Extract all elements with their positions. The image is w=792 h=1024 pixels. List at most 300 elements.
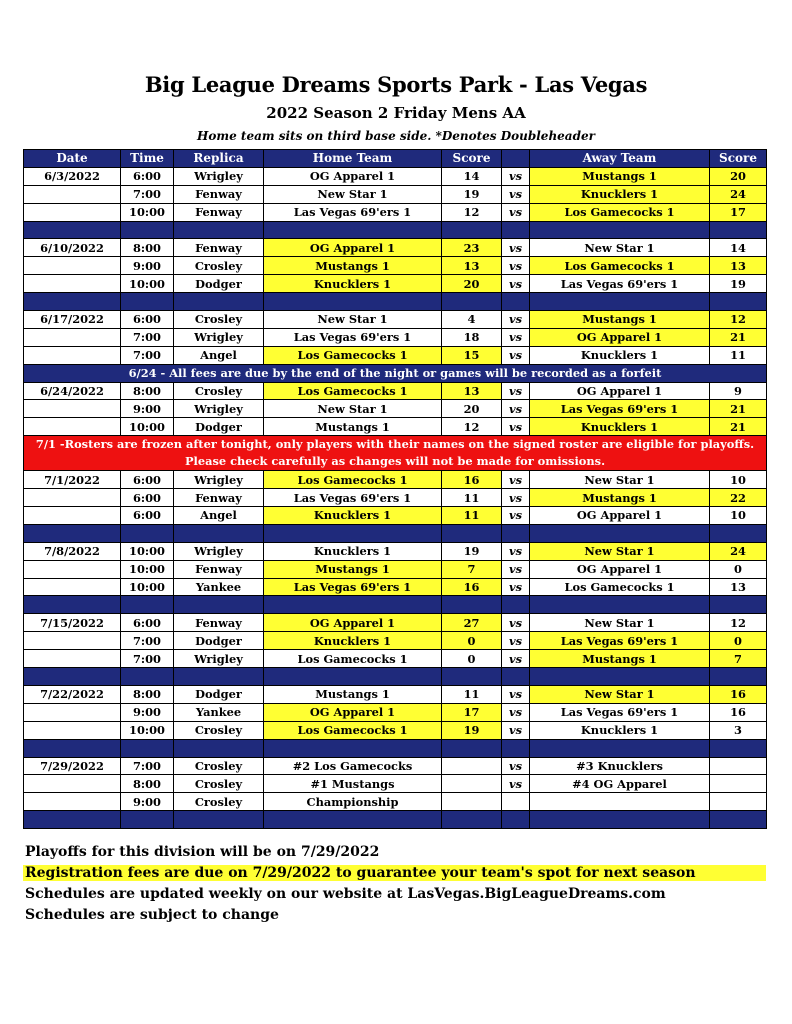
schedule-body bbox=[24, 167, 767, 828]
game-row bbox=[24, 632, 767, 650]
week-separator bbox=[24, 739, 767, 757]
col-away-team: Away Team bbox=[530, 150, 710, 168]
vs-label: vs bbox=[502, 632, 530, 650]
header-row bbox=[24, 150, 767, 168]
away-team: OG Apparel 1 bbox=[530, 507, 710, 525]
home-score bbox=[442, 793, 502, 811]
away-team: Los Gamecocks 1 bbox=[530, 257, 710, 275]
game-time: 10:00 bbox=[121, 275, 174, 293]
away-score: 16 bbox=[710, 703, 767, 721]
separator-cell bbox=[24, 524, 121, 542]
schedule-table bbox=[23, 149, 767, 829]
home-team: Knucklers 1 bbox=[264, 542, 442, 560]
week-separator bbox=[24, 596, 767, 614]
game-date: 7/8/2022 bbox=[24, 542, 121, 560]
separator-cell bbox=[121, 293, 174, 311]
game-time: 7:00 bbox=[121, 650, 174, 668]
game-row bbox=[24, 311, 767, 329]
separator-cell bbox=[264, 524, 442, 542]
game-replica: Fenway bbox=[174, 489, 264, 507]
away-score: 21 bbox=[710, 328, 767, 346]
game-time: 6:00 bbox=[121, 167, 174, 185]
game-replica: Dodger bbox=[174, 275, 264, 293]
home-score: 18 bbox=[442, 328, 502, 346]
game-row bbox=[24, 239, 767, 257]
away-score: 0 bbox=[710, 632, 767, 650]
separator-cell bbox=[121, 221, 174, 239]
separator-cell bbox=[530, 221, 710, 239]
game-date bbox=[24, 275, 121, 293]
vs-label: vs bbox=[502, 685, 530, 703]
vs-label: vs bbox=[502, 167, 530, 185]
separator-cell bbox=[264, 221, 442, 239]
game-time: 9:00 bbox=[121, 703, 174, 721]
vs-label: vs bbox=[502, 775, 530, 793]
game-date: 6/3/2022 bbox=[24, 167, 121, 185]
game-row bbox=[24, 560, 767, 578]
home-score: 7 bbox=[442, 560, 502, 578]
vs-label: vs bbox=[502, 614, 530, 632]
game-replica: Wrigley bbox=[174, 328, 264, 346]
home-team: Knucklers 1 bbox=[264, 275, 442, 293]
separator-cell bbox=[710, 221, 767, 239]
week-separator bbox=[24, 221, 767, 239]
game-replica: Angel bbox=[174, 346, 264, 364]
away-score: 3 bbox=[710, 721, 767, 739]
vs-label: vs bbox=[502, 346, 530, 364]
col-home-score: Score bbox=[442, 150, 502, 168]
separator-cell bbox=[710, 524, 767, 542]
game-row bbox=[24, 721, 767, 739]
separator-cell bbox=[264, 596, 442, 614]
separator-cell bbox=[442, 668, 502, 686]
away-team: Knucklers 1 bbox=[530, 418, 710, 436]
game-date: 6/24/2022 bbox=[24, 382, 121, 400]
away-team: Knucklers 1 bbox=[530, 346, 710, 364]
separator-cell bbox=[502, 811, 530, 829]
col-vs bbox=[502, 150, 530, 168]
home-team: Los Gamecocks 1 bbox=[264, 721, 442, 739]
game-replica: Fenway bbox=[174, 185, 264, 203]
separator-cell bbox=[264, 293, 442, 311]
vs-label bbox=[502, 793, 530, 811]
home-score: 11 bbox=[442, 507, 502, 525]
game-row bbox=[24, 167, 767, 185]
home-team: OG Apparel 1 bbox=[264, 614, 442, 632]
home-team: New Star 1 bbox=[264, 400, 442, 418]
game-replica: Crosley bbox=[174, 775, 264, 793]
away-team: Knucklers 1 bbox=[530, 185, 710, 203]
game-date: 7/29/2022 bbox=[24, 757, 121, 775]
game-replica: Crosley bbox=[174, 311, 264, 329]
home-team: Mustangs 1 bbox=[264, 418, 442, 436]
separator-cell bbox=[24, 596, 121, 614]
separator-cell bbox=[264, 811, 442, 829]
home-score: 19 bbox=[442, 542, 502, 560]
away-team: New Star 1 bbox=[530, 471, 710, 489]
game-time: 10:00 bbox=[121, 203, 174, 221]
game-replica: Fenway bbox=[174, 239, 264, 257]
game-time: 7:00 bbox=[121, 346, 174, 364]
game-time: 6:00 bbox=[121, 614, 174, 632]
game-row bbox=[24, 542, 767, 560]
home-score: 15 bbox=[442, 346, 502, 364]
game-date: 7/22/2022 bbox=[24, 685, 121, 703]
game-row bbox=[24, 614, 767, 632]
home-score: 4 bbox=[442, 311, 502, 329]
separator-cell bbox=[530, 293, 710, 311]
game-replica: Wrigley bbox=[174, 167, 264, 185]
home-team: OG Apparel 1 bbox=[264, 703, 442, 721]
col-date: Date bbox=[24, 150, 121, 168]
home-team: Mustangs 1 bbox=[264, 560, 442, 578]
away-score: 0 bbox=[710, 560, 767, 578]
game-date bbox=[24, 632, 121, 650]
game-time: 6:00 bbox=[121, 489, 174, 507]
game-date bbox=[24, 346, 121, 364]
roster-banner-line: Please check carefully as changes will not be made for omissions. bbox=[184, 454, 606, 469]
game-row bbox=[24, 400, 767, 418]
home-score: 20 bbox=[442, 400, 502, 418]
home-team: #2 Los Gamecocks bbox=[264, 757, 442, 775]
game-date bbox=[24, 418, 121, 436]
home-score: 12 bbox=[442, 203, 502, 221]
separator-cell bbox=[502, 221, 530, 239]
away-score bbox=[710, 775, 767, 793]
away-score: 16 bbox=[710, 685, 767, 703]
away-team: Mustangs 1 bbox=[530, 311, 710, 329]
game-time: 9:00 bbox=[121, 400, 174, 418]
vs-label: vs bbox=[502, 721, 530, 739]
home-score bbox=[442, 757, 502, 775]
game-row bbox=[24, 489, 767, 507]
game-time: 10:00 bbox=[121, 418, 174, 436]
vs-label: vs bbox=[502, 542, 530, 560]
separator-cell bbox=[502, 739, 530, 757]
game-replica: Crosley bbox=[174, 257, 264, 275]
game-row bbox=[24, 203, 767, 221]
vs-label: vs bbox=[502, 275, 530, 293]
home-team: Las Vegas 69'ers 1 bbox=[264, 578, 442, 596]
game-date bbox=[24, 650, 121, 668]
game-row bbox=[24, 793, 767, 811]
vs-label: vs bbox=[502, 400, 530, 418]
game-time: 8:00 bbox=[121, 239, 174, 257]
game-row bbox=[24, 685, 767, 703]
col-home-team: Home Team bbox=[264, 150, 442, 168]
vs-label: vs bbox=[502, 650, 530, 668]
separator-cell bbox=[502, 524, 530, 542]
away-score: 9 bbox=[710, 382, 767, 400]
vs-label: vs bbox=[502, 560, 530, 578]
home-team: Las Vegas 69'ers 1 bbox=[264, 203, 442, 221]
game-replica: Wrigley bbox=[174, 400, 264, 418]
separator-cell bbox=[121, 524, 174, 542]
game-date bbox=[24, 775, 121, 793]
col-time: Time bbox=[121, 150, 174, 168]
home-team: New Star 1 bbox=[264, 185, 442, 203]
game-row bbox=[24, 703, 767, 721]
away-team: Mustangs 1 bbox=[530, 167, 710, 185]
website-note: Schedules are updated weekly on our website at LasVegas.BigLeagueDreams.com bbox=[25, 886, 666, 902]
vs-label: vs bbox=[502, 257, 530, 275]
away-team: #4 OG Apparel bbox=[530, 775, 710, 793]
home-score: 20 bbox=[442, 275, 502, 293]
away-score: 21 bbox=[710, 400, 767, 418]
home-score: 19 bbox=[442, 185, 502, 203]
vs-label: vs bbox=[502, 311, 530, 329]
separator-cell bbox=[530, 739, 710, 757]
home-score: 16 bbox=[442, 471, 502, 489]
game-replica: Yankee bbox=[174, 703, 264, 721]
home-score: 11 bbox=[442, 685, 502, 703]
separator-cell bbox=[530, 596, 710, 614]
game-time: 9:00 bbox=[121, 793, 174, 811]
home-team-note: Home team sits on third base side. *Denotes Doubleheader bbox=[197, 129, 595, 143]
game-row bbox=[24, 471, 767, 489]
away-score: 14 bbox=[710, 239, 767, 257]
separator-cell bbox=[442, 221, 502, 239]
registration-note: Registration fees are due on 7/29/2022 to guarantee your team's spot for next season bbox=[23, 865, 766, 881]
game-time: 8:00 bbox=[121, 685, 174, 703]
page-title: Big League Dreams Sports Park - Las Vegas bbox=[144, 72, 648, 97]
separator-cell bbox=[24, 811, 121, 829]
home-score: 0 bbox=[442, 650, 502, 668]
away-team: Las Vegas 69'ers 1 bbox=[530, 632, 710, 650]
away-score bbox=[710, 757, 767, 775]
separator-cell bbox=[442, 524, 502, 542]
home-score: 17 bbox=[442, 703, 502, 721]
game-replica: Fenway bbox=[174, 560, 264, 578]
vs-label: vs bbox=[502, 239, 530, 257]
game-row bbox=[24, 650, 767, 668]
game-replica: Fenway bbox=[174, 203, 264, 221]
away-team: Mustangs 1 bbox=[530, 650, 710, 668]
separator-cell bbox=[121, 668, 174, 686]
week-separator bbox=[24, 524, 767, 542]
separator-cell bbox=[442, 596, 502, 614]
game-row bbox=[24, 185, 767, 203]
game-date bbox=[24, 703, 121, 721]
fee-banner-row bbox=[24, 364, 767, 382]
separator-cell bbox=[710, 811, 767, 829]
separator-cell bbox=[442, 739, 502, 757]
game-row bbox=[24, 275, 767, 293]
game-row bbox=[24, 382, 767, 400]
home-team: Las Vegas 69'ers 1 bbox=[264, 328, 442, 346]
separator-cell bbox=[442, 811, 502, 829]
away-score: 13 bbox=[710, 257, 767, 275]
game-row bbox=[24, 775, 767, 793]
game-date bbox=[24, 203, 121, 221]
game-row bbox=[24, 757, 767, 775]
separator-cell bbox=[264, 668, 442, 686]
away-team: New Star 1 bbox=[530, 239, 710, 257]
home-team: Knucklers 1 bbox=[264, 632, 442, 650]
home-score: 27 bbox=[442, 614, 502, 632]
away-team: Los Gamecocks 1 bbox=[530, 203, 710, 221]
vs-label: vs bbox=[502, 185, 530, 203]
game-date: 6/17/2022 bbox=[24, 311, 121, 329]
away-team: New Star 1 bbox=[530, 542, 710, 560]
separator-cell bbox=[174, 221, 264, 239]
separator-cell bbox=[174, 524, 264, 542]
home-score: 16 bbox=[442, 578, 502, 596]
game-date bbox=[24, 507, 121, 525]
away-team: Mustangs 1 bbox=[530, 489, 710, 507]
week-separator bbox=[24, 811, 767, 829]
separator-cell bbox=[264, 739, 442, 757]
game-time: 10:00 bbox=[121, 578, 174, 596]
week-separator bbox=[24, 293, 767, 311]
vs-label: vs bbox=[502, 328, 530, 346]
week-separator bbox=[24, 668, 767, 686]
game-row bbox=[24, 346, 767, 364]
home-team: Los Gamecocks 1 bbox=[264, 382, 442, 400]
home-score: 0 bbox=[442, 632, 502, 650]
away-score: 24 bbox=[710, 542, 767, 560]
away-score: 21 bbox=[710, 418, 767, 436]
game-date: 7/15/2022 bbox=[24, 614, 121, 632]
home-team: Mustangs 1 bbox=[264, 685, 442, 703]
away-team: Knucklers 1 bbox=[530, 721, 710, 739]
away-score: 24 bbox=[710, 185, 767, 203]
game-date: 6/10/2022 bbox=[24, 239, 121, 257]
game-time: 10:00 bbox=[121, 721, 174, 739]
separator-cell bbox=[710, 739, 767, 757]
separator-cell bbox=[24, 668, 121, 686]
away-score bbox=[710, 793, 767, 811]
separator-cell bbox=[174, 811, 264, 829]
home-team: Los Gamecocks 1 bbox=[264, 346, 442, 364]
away-score: 19 bbox=[710, 275, 767, 293]
separator-cell bbox=[502, 596, 530, 614]
game-time: 9:00 bbox=[121, 257, 174, 275]
game-date bbox=[24, 328, 121, 346]
change-note: Schedules are subject to change bbox=[25, 907, 279, 923]
game-row bbox=[24, 578, 767, 596]
vs-label: vs bbox=[502, 507, 530, 525]
game-date bbox=[24, 257, 121, 275]
game-date bbox=[24, 560, 121, 578]
separator-cell bbox=[442, 293, 502, 311]
separator-cell bbox=[174, 668, 264, 686]
home-team: OG Apparel 1 bbox=[264, 239, 442, 257]
roster-banner bbox=[24, 436, 767, 471]
home-team: #1 Mustangs bbox=[264, 775, 442, 793]
game-replica: Wrigley bbox=[174, 650, 264, 668]
away-score: 12 bbox=[710, 311, 767, 329]
separator-cell bbox=[24, 293, 121, 311]
game-date bbox=[24, 185, 121, 203]
separator-cell bbox=[502, 293, 530, 311]
game-time: 7:00 bbox=[121, 328, 174, 346]
home-team: New Star 1 bbox=[264, 311, 442, 329]
separator-cell bbox=[710, 596, 767, 614]
game-row bbox=[24, 328, 767, 346]
col-replica: Replica bbox=[174, 150, 264, 168]
game-replica: Crosley bbox=[174, 382, 264, 400]
separator-cell bbox=[121, 739, 174, 757]
home-score: 23 bbox=[442, 239, 502, 257]
separator-cell bbox=[121, 811, 174, 829]
away-score: 10 bbox=[710, 471, 767, 489]
game-replica: Dodger bbox=[174, 685, 264, 703]
game-date bbox=[24, 721, 121, 739]
separator-cell bbox=[24, 221, 121, 239]
roster-banner-line: 7/1 -Rosters are frozen after tonight, only players with their names on the signed roster are eligible for playoffs. bbox=[35, 437, 755, 452]
game-replica: Crosley bbox=[174, 721, 264, 739]
home-score: 14 bbox=[442, 167, 502, 185]
game-replica: Wrigley bbox=[174, 542, 264, 560]
game-time: 7:00 bbox=[121, 632, 174, 650]
home-score: 13 bbox=[442, 257, 502, 275]
separator-cell bbox=[710, 668, 767, 686]
away-team: Los Gamecocks 1 bbox=[530, 578, 710, 596]
away-team: OG Apparel 1 bbox=[530, 382, 710, 400]
home-score: 12 bbox=[442, 418, 502, 436]
home-team: Knucklers 1 bbox=[264, 507, 442, 525]
game-time: 8:00 bbox=[121, 382, 174, 400]
away-team: New Star 1 bbox=[530, 685, 710, 703]
game-row bbox=[24, 257, 767, 275]
game-date bbox=[24, 578, 121, 596]
vs-label: vs bbox=[502, 382, 530, 400]
game-date: 7/1/2022 bbox=[24, 471, 121, 489]
game-replica: Fenway bbox=[174, 614, 264, 632]
away-score: 11 bbox=[710, 346, 767, 364]
vs-label: vs bbox=[502, 578, 530, 596]
game-replica: Yankee bbox=[174, 578, 264, 596]
game-time: 6:00 bbox=[121, 507, 174, 525]
separator-cell bbox=[530, 811, 710, 829]
away-score: 7 bbox=[710, 650, 767, 668]
separator-cell bbox=[174, 739, 264, 757]
away-score: 13 bbox=[710, 578, 767, 596]
playoffs-note: Playoffs for this division will be on 7/29/2022 bbox=[25, 844, 380, 860]
game-replica: Angel bbox=[174, 507, 264, 525]
game-date bbox=[24, 400, 121, 418]
page-subtitle: 2022 Season 2 Friday Mens AA bbox=[266, 104, 526, 122]
game-time: 6:00 bbox=[121, 471, 174, 489]
game-time: 6:00 bbox=[121, 311, 174, 329]
home-team: OG Apparel 1 bbox=[264, 167, 442, 185]
away-team: OG Apparel 1 bbox=[530, 328, 710, 346]
game-time: 7:00 bbox=[121, 757, 174, 775]
separator-cell bbox=[710, 293, 767, 311]
game-replica: Wrigley bbox=[174, 471, 264, 489]
vs-label: vs bbox=[502, 757, 530, 775]
separator-cell bbox=[530, 668, 710, 686]
home-team: Las Vegas 69'ers 1 bbox=[264, 489, 442, 507]
away-team: #3 Knucklers bbox=[530, 757, 710, 775]
away-score: 17 bbox=[710, 203, 767, 221]
home-team: Los Gamecocks 1 bbox=[264, 471, 442, 489]
col-away-score: Score bbox=[710, 150, 767, 168]
separator-cell bbox=[530, 524, 710, 542]
separator-cell bbox=[24, 739, 121, 757]
roster-banner-row bbox=[24, 436, 767, 471]
home-score bbox=[442, 775, 502, 793]
game-replica: Crosley bbox=[174, 757, 264, 775]
vs-label: vs bbox=[502, 489, 530, 507]
game-replica: Crosley bbox=[174, 793, 264, 811]
home-score: 11 bbox=[442, 489, 502, 507]
game-row bbox=[24, 507, 767, 525]
away-score: 10 bbox=[710, 507, 767, 525]
game-time: 8:00 bbox=[121, 775, 174, 793]
home-team: Mustangs 1 bbox=[264, 257, 442, 275]
